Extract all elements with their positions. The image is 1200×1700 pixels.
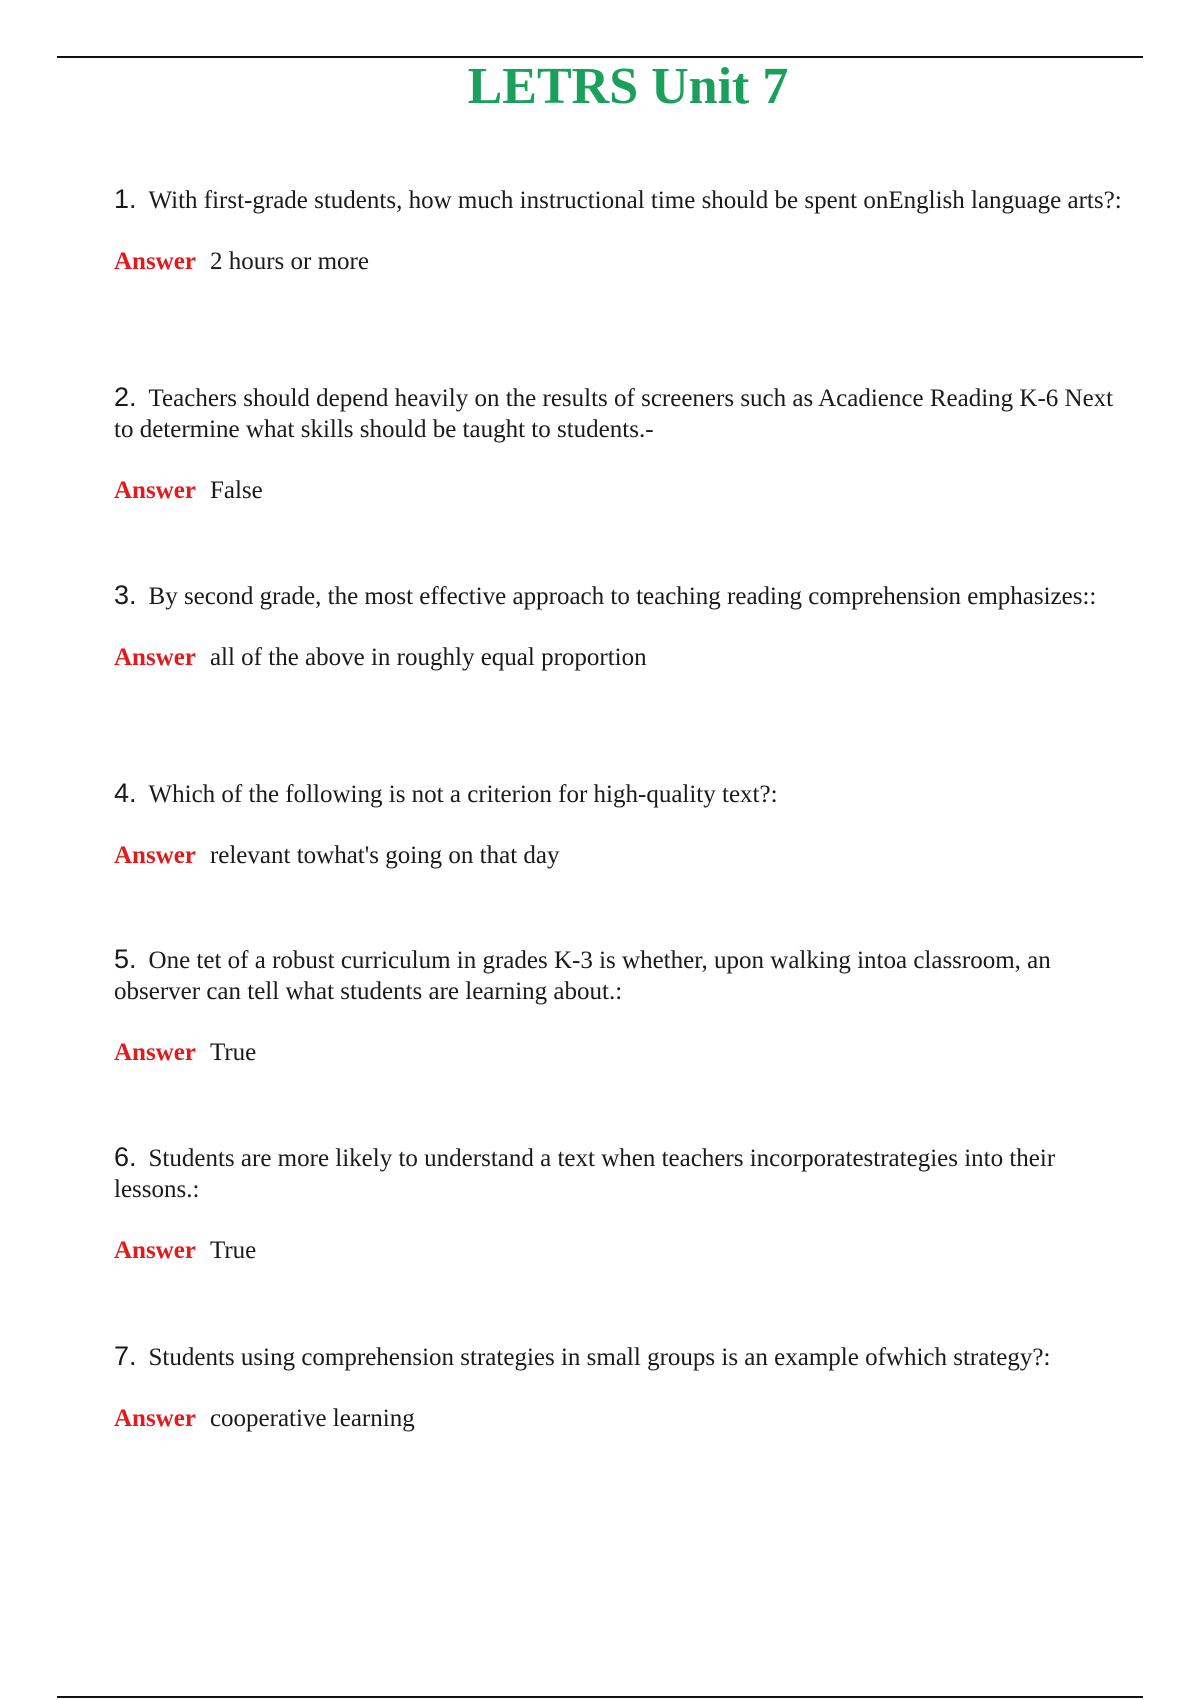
question-block-7 — [114, 1341, 1134, 1434]
answer-6 — [114, 1235, 1134, 1266]
question-text: Which of the following is not a criterion for high-quality text?: — [148, 781, 778, 808]
answer-7 — [114, 1403, 1134, 1434]
question-block-6 — [114, 1142, 1134, 1266]
answer-label: Answer — [114, 842, 196, 869]
answer-label: Answer — [114, 1405, 196, 1432]
question-number: 6. — [114, 1142, 137, 1172]
question-number: 1. — [114, 184, 137, 214]
question-6 — [114, 1142, 1134, 1205]
answer-text: False — [209, 477, 263, 504]
question-number: 7. — [114, 1341, 137, 1371]
question-text: By second grade, the most effective approach to teaching reading comprehension emphasizes:: — [148, 583, 1097, 610]
question-text: One tet of a robust curriculum in grades K-3 is whether, upon walking intoa classroom, an observer can tell what students are learning about.: — [114, 947, 1051, 1005]
question-number: 5. — [114, 944, 137, 974]
answer-4 — [114, 840, 1134, 871]
question-block-4 — [114, 778, 1134, 871]
question-block-1 — [114, 184, 1134, 277]
document-title: LETRS Unit 7 — [467, 58, 789, 115]
answer-1 — [114, 246, 1134, 277]
answer-label: Answer — [114, 1237, 196, 1264]
question-number: 3. — [114, 580, 137, 610]
question-text: Students using comprehension strategies in small groups is an example ofwhich strategy?: — [148, 1344, 1051, 1371]
question-1 — [114, 184, 1134, 216]
question-2 — [114, 382, 1134, 445]
bottom-rule — [57, 1696, 1143, 1698]
answer-label: Answer — [114, 644, 196, 671]
question-5 — [114, 944, 1134, 1007]
question-4 — [114, 778, 1134, 810]
question-number: 2. — [114, 382, 137, 412]
question-text: Students are more likely to understand a text when teachers incorporatestrategies into their lessons.: — [114, 1145, 1056, 1203]
question-3 — [114, 580, 1134, 612]
answer-text: relevant towhat's going on that day — [209, 842, 560, 869]
question-block-5 — [114, 944, 1134, 1068]
question-text: Teachers should depend heavily on the results of screeners such as Acadience Reading K-6 Next to determine what skills should be taught to students.- — [114, 385, 1114, 443]
answer-3 — [114, 642, 1134, 673]
answer-label: Answer — [114, 248, 196, 275]
question-7 — [114, 1341, 1134, 1373]
answer-5 — [114, 1037, 1134, 1068]
answer-label: Answer — [114, 1039, 196, 1066]
answer-text: True — [209, 1039, 257, 1066]
answer-text: True — [209, 1237, 257, 1264]
answer-text: 2 hours or more — [209, 248, 369, 275]
question-block-2 — [114, 382, 1134, 506]
answer-text: all of the above in roughly equal proportion — [209, 644, 647, 671]
question-number: 4. — [114, 778, 137, 808]
answer-label: Answer — [114, 477, 196, 504]
question-block-3 — [114, 580, 1134, 673]
answer-2 — [114, 475, 1134, 506]
answer-text: cooperative learning — [209, 1405, 415, 1432]
question-text: With first-grade students, how much instructional time should be spent onEnglish language arts?: — [148, 187, 1122, 214]
